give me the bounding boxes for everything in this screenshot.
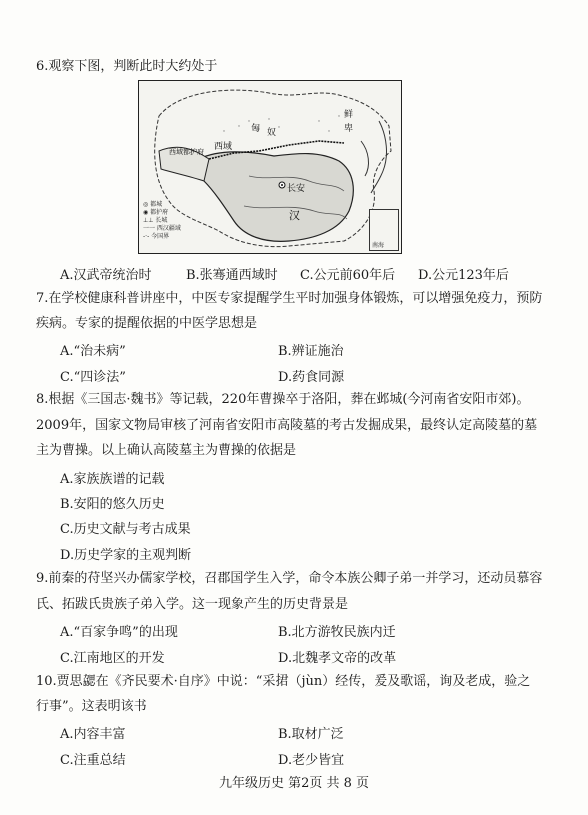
legend-item: ⊥⊥ 长城 (143, 217, 168, 224)
q10-stem-line2: 行事”。这表明该书 (36, 699, 147, 714)
q9-option-d[interactable]: D.北魏孝文帝的改革 (278, 651, 397, 666)
q10-stem-line1: 10.贾思勰在《齐民要术·自序》中说：“采捃（jùn）经传，爰及歌谣，询及老成，验之 (36, 674, 531, 689)
q8-stem-line3: 主为曹操。以上确认高陵墓主为曹操的依据是 (36, 443, 297, 458)
map-label-nu: 奴 (267, 128, 277, 138)
legend-item: ◎ 都城 (143, 201, 163, 208)
q8-stem-line2: 2009年，国家文物局审核了河南省安阳市高陵墓的考古发掘成果，最终认定高陵墓的墓 (36, 418, 538, 433)
q9-option-b[interactable]: B.北方游牧民族内迁 (278, 625, 396, 640)
q9-stem-line1: 9.前秦的苻坚兴办儒家学校，召郡国学生入学，命令本族公卿子弟一并学习，还动员慕容 (36, 571, 543, 586)
q7-option-b[interactable]: B.辨证施治 (278, 344, 344, 359)
q6-option-c[interactable]: C.公元前60年后 (300, 268, 396, 283)
q9-stem-line2: 氏、拓跋氏贵族子弟入学。这一现象产生的历史背景是 (36, 597, 349, 612)
page-footer: 九年级历史 第2页 共 8 页 (218, 776, 370, 791)
map-label-protectorate: 西域都护府 (169, 148, 204, 156)
q7-option-c[interactable]: C.“四诊法” (60, 370, 126, 385)
map-label-bei: 卑 (344, 124, 354, 134)
q7-option-d[interactable]: D.药食同源 (278, 370, 345, 385)
q8-option-c[interactable]: C.历史文献与考古成果 (60, 522, 191, 537)
q10-option-b[interactable]: B.取材广泛 (278, 727, 344, 742)
q7-option-a[interactable]: A.“治未病” (60, 344, 126, 359)
q6-option-d[interactable]: D.公元123年后 (418, 268, 509, 283)
q7-stem-line1: 7.在学校健康科普讲座中，中医专家提醒学生平时加强身体锻炼，可以增强免疫力，预防 (36, 291, 543, 306)
q10-option-c[interactable]: C.注重总结 (60, 753, 126, 768)
legend-item: ◉ 都护府 (143, 209, 169, 216)
q8-option-a[interactable]: A.家族族谱的记载 (60, 472, 165, 487)
inset-label: 南海 (372, 242, 385, 249)
map-label-xiong: 匈 (251, 124, 261, 134)
map-label-xiyu: 西域 (214, 142, 233, 152)
q9-option-c[interactable]: C.江南地区的开发 (60, 651, 165, 666)
legend-item: -·- 今国界 (143, 233, 170, 240)
q6-option-b[interactable]: B.张骞通西域时 (186, 268, 278, 283)
q9-option-a[interactable]: A.“百家争鸣”的出现 (60, 625, 178, 640)
q8-option-b[interactable]: B.安阳的悠久历史 (60, 497, 165, 512)
q6-option-a[interactable]: A.汉武帝统治时 (60, 268, 152, 283)
q8-stem-line1: 8.根据《三国志·魏书》等记载，220年曹操卒于洛阳，葬在邺城(今河南省安阳市郊)。 (36, 392, 530, 407)
q6-stem: 6.观察下图，判断此时大约处于 (36, 59, 218, 74)
map-label-han: 汉 (289, 209, 300, 222)
map-label-changan: 长安 (287, 184, 306, 194)
q7-stem-line2: 疾病。专家的提醒依据的中医学思想是 (36, 316, 258, 331)
map-legend (143, 201, 181, 241)
q10-option-a[interactable]: A.内容丰富 (60, 727, 126, 742)
legend-item: 一一 西汉疆域 (143, 225, 181, 232)
south-sea-inset (369, 209, 399, 251)
han-dynasty-map (138, 80, 402, 254)
q10-option-d[interactable]: D.老少皆宜 (278, 753, 345, 768)
q8-option-d[interactable]: D.历史学家的主观判断 (60, 548, 192, 563)
map-label-xian: 鲜 (344, 110, 354, 120)
